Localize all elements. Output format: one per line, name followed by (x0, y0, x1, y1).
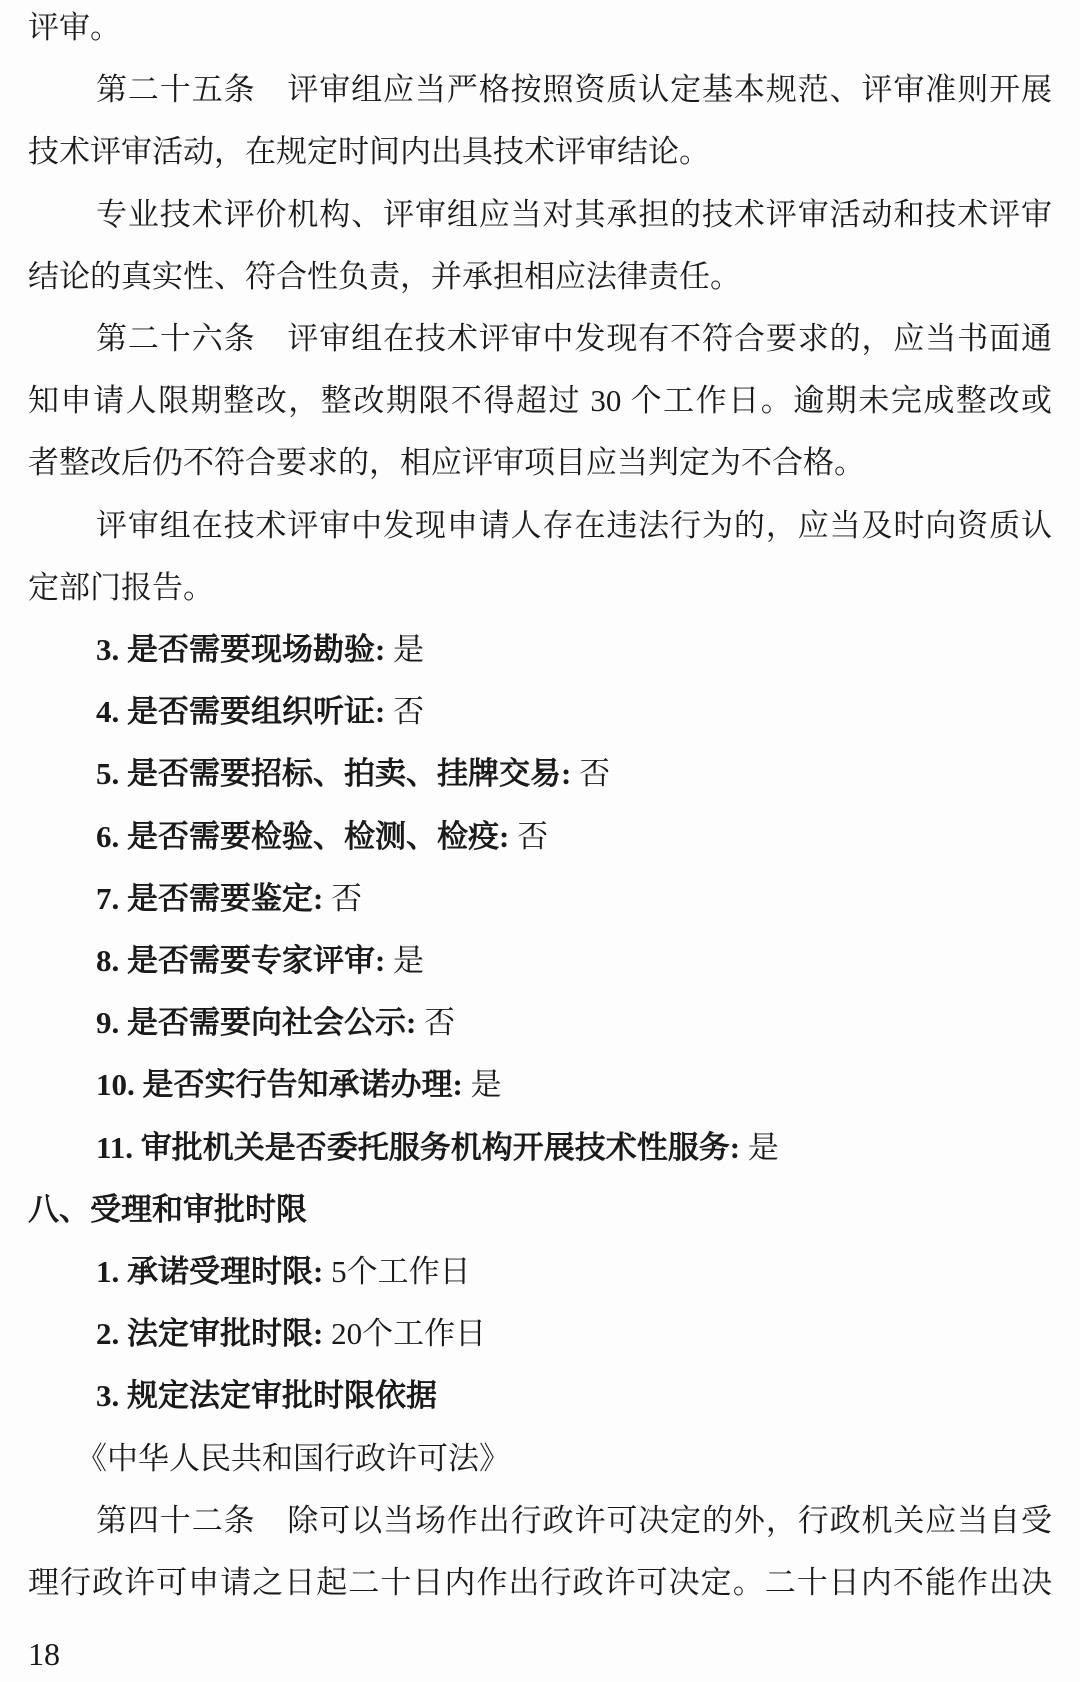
text-segment: 评审组在技术评审中发现申请人存在违法行为的，应当及时向资质认 (96, 507, 1052, 543)
text-segment: 5个工作日 (331, 1254, 471, 1289)
text-segment: 评审。 (28, 10, 121, 45)
list-item (96, 879, 1052, 919)
list-item (96, 1314, 1052, 1354)
paragraph-line (28, 443, 1052, 483)
paragraph-line (96, 319, 1052, 359)
text-segment: 结论的真实性、符合性负责，并承担相应法律责任。 (28, 258, 741, 294)
list-item (96, 1065, 1052, 1105)
text-segment-bold: 5. 是否需要招标、拍卖、挂牌交易: (96, 756, 580, 792)
text-segment: 否 (393, 694, 425, 730)
text-segment: 理行政许可申请之日起二十日内作出行政许可决定。二十日内不能作出决 (28, 1565, 1052, 1600)
text-segment-bold: 4. 是否需要组织听证: (96, 694, 394, 730)
text-segment: 是 (470, 1067, 502, 1103)
paragraph-line (28, 8, 1052, 48)
paragraph-line (96, 70, 1052, 110)
text-segment-bold: 11. 审批机关是否委托服务机构开展技术性服务: (96, 1129, 748, 1165)
paragraph-line (96, 1501, 1052, 1541)
text-segment-bold: 1. 承诺受理时限: (96, 1254, 332, 1289)
text-segment: 者整改后仍不符合要求的，相应评审项目应当判定为不合格。 (28, 445, 865, 481)
text-segment: 定部门报告。 (28, 569, 214, 605)
list-item (96, 941, 1052, 981)
list-item (96, 1252, 1052, 1292)
list-item (96, 630, 1052, 670)
paragraph-line (28, 132, 1052, 172)
list-item (96, 817, 1052, 857)
text-segment-bold: 八、受理和审批时限 (28, 1191, 307, 1227)
paragraph-line (96, 506, 1052, 546)
text-segment-bold: 6. 是否需要检验、检测、检疫: (96, 818, 518, 854)
text-segment: 知申请人限期整改，整改期限不得超过 30 个工作日。逾期未完成整改或 (28, 383, 1052, 419)
text-segment: 否 (517, 818, 549, 854)
paragraph-line (96, 195, 1052, 235)
text-segment-bold: 9. 是否需要向社会公示: (96, 1005, 425, 1041)
text-segment-bold: 10. 是否实行告知承诺办理: (96, 1067, 471, 1103)
paragraph-line (28, 1563, 1052, 1603)
list-item (96, 1003, 1052, 1043)
list-item (96, 1128, 1052, 1168)
text-segment: 否 (331, 880, 363, 916)
text-segment: 技术评审活动，在规定时间内出具技术评审结论。 (28, 134, 710, 170)
text-segment: 否 (424, 1005, 456, 1041)
text-segment: 是 (393, 632, 425, 667)
paragraph-line (28, 381, 1052, 421)
text-segment-bold: 2. 法定审批时限: (96, 1316, 332, 1352)
text-segment: 是 (747, 1129, 779, 1165)
text-segment-bold: 3. 规定法定审批时限依据 (96, 1378, 437, 1414)
section-heading (28, 1190, 1052, 1230)
paragraph-line (28, 568, 1052, 608)
text-segment-bold: 3. 是否需要现场勘验: (96, 632, 394, 667)
text-segment: 第二十五条 评审组应当严格按照资质认定基本规范、评审准则开展 (96, 72, 1052, 108)
text-segment: 20个工作日 (331, 1316, 487, 1352)
text-segment: 第二十六条 评审组在技术评审中发现有不符合要求的，应当书面通 (96, 321, 1052, 356)
text-segment: 第四十二条 除可以当场作出行政许可决定的外，行政机关应当自受 (96, 1502, 1052, 1538)
text-segment: 《中华人民共和国行政许可法》 (76, 1440, 510, 1476)
book-title-line (76, 1439, 1052, 1479)
paragraph-line (28, 257, 1052, 297)
text-segment: 是 (393, 943, 425, 978)
list-item (96, 692, 1052, 732)
text-segment-bold: 8. 是否需要专家评审: (96, 943, 394, 978)
text-segment-bold: 7. 是否需要鉴定: (96, 880, 332, 916)
list-item (96, 1376, 1052, 1416)
list-item (96, 754, 1052, 794)
text-segment: 专业技术评价机构、评审组应当对其承担的技术评审活动和技术评审 (96, 196, 1052, 232)
text-segment: 否 (579, 756, 611, 792)
page-number: 18 (28, 1636, 60, 1672)
